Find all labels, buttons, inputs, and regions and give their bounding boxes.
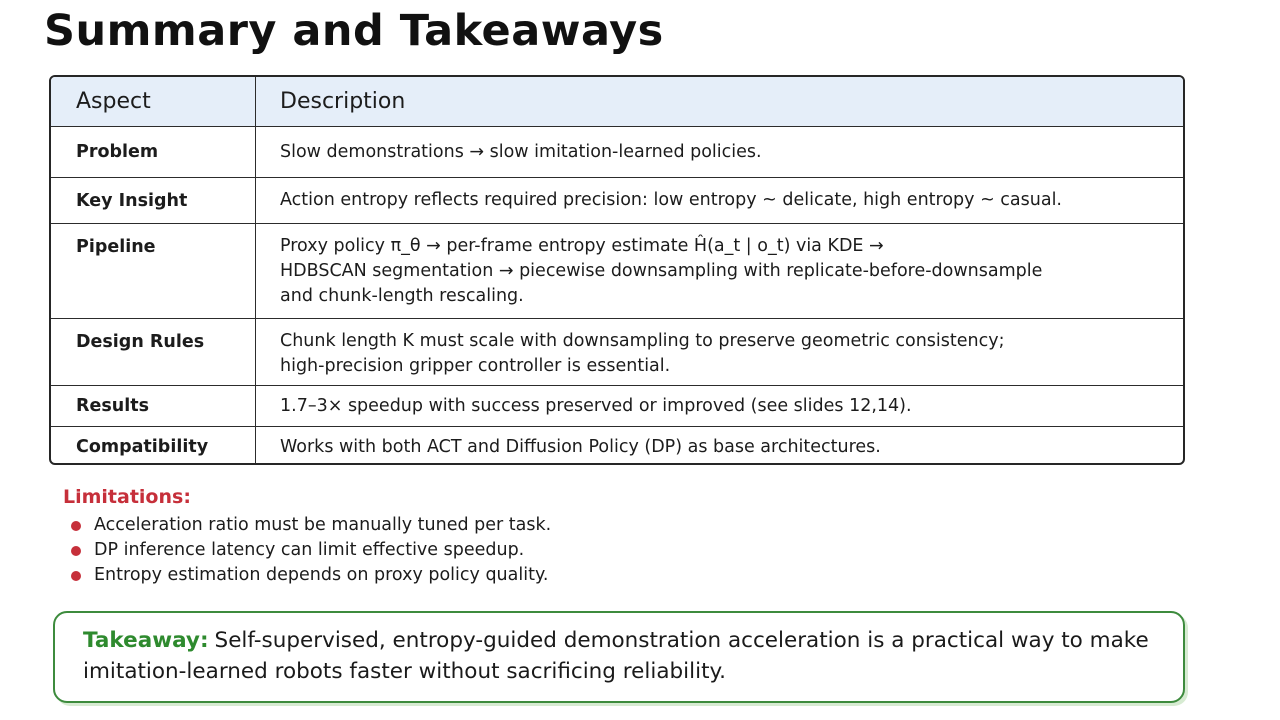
list-item (63, 513, 551, 538)
list-item (63, 563, 551, 588)
takeaway-text: Self-supervised, entropy-guided demonstration acceleration is a practical way to make imitation-learned robots faster without sacrificing reliability. (83, 628, 1149, 684)
takeaway-label: Takeaway: (83, 628, 209, 653)
limitations-list (63, 513, 551, 588)
table-row (51, 426, 1183, 465)
description-cell: Works with both ACT and Diffusion Policy (DP) as base architectures. (280, 436, 881, 457)
description-line: HDBSCAN segmentation → piecewise downsampling with replicate-before-downsample (280, 261, 1043, 281)
description-cell (280, 329, 1005, 379)
description-cell (280, 234, 1042, 309)
limitations-section (63, 486, 551, 588)
takeaway-box (53, 611, 1185, 703)
description-line: Chunk length K must scale with downsampling to preserve geometric consistency; (280, 331, 1005, 351)
table-row (51, 126, 1183, 177)
description-cell: Slow demonstrations → slow imitation-learned policies. (280, 141, 762, 162)
description-line: and chunk-length rescaling. (280, 286, 524, 306)
description-cell: Action entropy reflects required precision: low entropy ~ delicate, high entropy ~ casual. (280, 190, 1062, 210)
limitation-text: Entropy estimation depends on proxy policy quality. (94, 565, 549, 585)
table-row (51, 318, 1183, 385)
list-item (63, 538, 551, 563)
table-row (51, 385, 1183, 426)
description-cell: 1.7–3× speedup with success preserved or improved (see slides 12,14). (280, 395, 912, 416)
description-line: high-precision gripper controller is essential. (280, 356, 671, 376)
limitation-text: Acceleration ratio must be manually tuned per task. (94, 515, 552, 535)
table-row (51, 223, 1183, 318)
header-description: Description (280, 89, 406, 114)
aspect-cell: Compatibility (51, 427, 256, 465)
table-header-row (51, 77, 1183, 126)
aspect-cell: Problem (51, 127, 256, 177)
aspect-cell: Results (51, 386, 256, 426)
header-aspect: Aspect (51, 77, 256, 126)
bullet-icon (71, 571, 81, 581)
table-row (51, 177, 1183, 223)
aspect-cell: Design Rules (51, 319, 256, 385)
limitations-heading: Limitations: (63, 486, 191, 508)
limitation-text: DP inference latency can limit effective speedup. (94, 540, 525, 560)
bullet-icon (71, 521, 81, 531)
aspect-cell: Pipeline (51, 224, 256, 318)
page-title: Summary and Takeaways (44, 6, 664, 56)
summary-table (49, 75, 1185, 465)
description-line: Proxy policy π_θ → per-frame entropy estimate Ĥ(a_t | o_t) via KDE → (280, 236, 884, 256)
bullet-icon (71, 546, 81, 556)
aspect-cell: Key Insight (51, 178, 256, 223)
